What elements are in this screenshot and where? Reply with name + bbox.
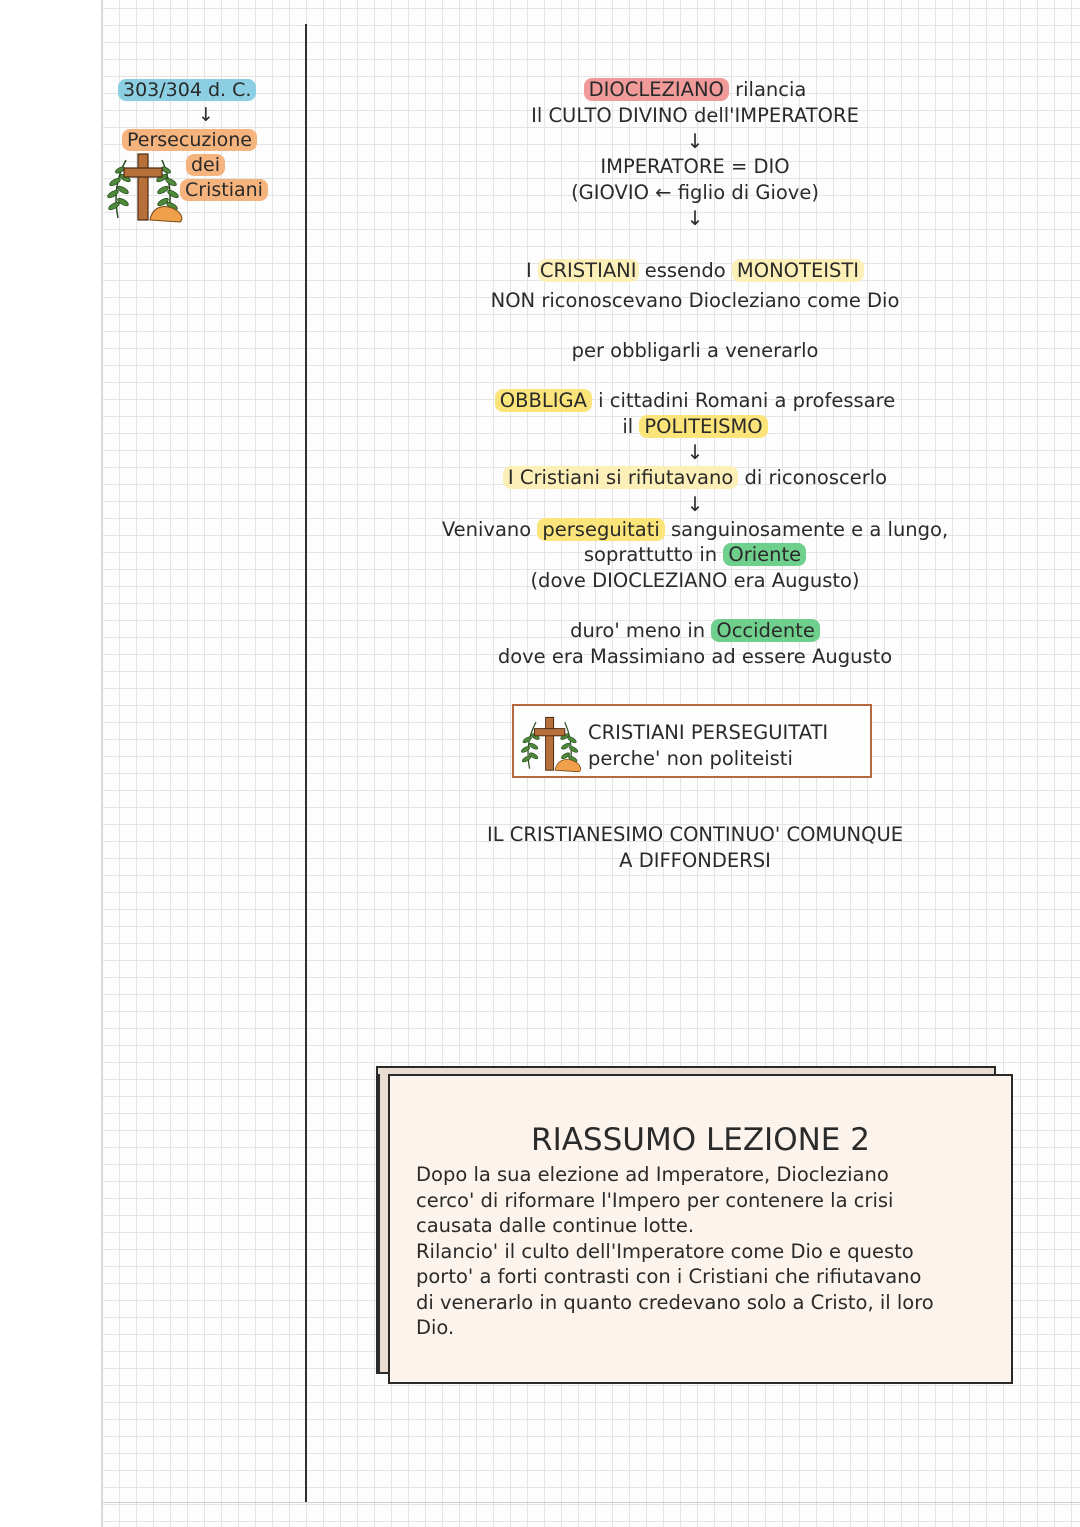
flow-line-massimiano: dove era Massimiano ad essere Augusto <box>497 644 893 668</box>
flow-line-perseguitati: Venivano perseguitati sanguinosamente e a lungo, <box>441 517 949 541</box>
side-line-3: Cristiani <box>180 178 268 202</box>
side-arrow: ↓ <box>198 104 214 126</box>
arrow-down: ↓ <box>686 129 704 153</box>
box-line-2: perche' non politeisti <box>588 747 793 770</box>
summary-line: causata dalle continue lotte. <box>416 1214 695 1237</box>
margin-line <box>305 24 307 1502</box>
box-line-1: CRISTIANI PERSEGUITATI <box>588 721 829 744</box>
summary-title: RIASSUMO LEZIONE 2 <box>531 1122 870 1158</box>
summary-body <box>416 1162 996 1341</box>
arrow-down: ↓ <box>686 440 704 464</box>
flow-block-2 <box>400 258 990 313</box>
summary-line: Rilancio' il culto dell'Imperatore come Dio e questo <box>416 1239 914 1263</box>
summary-line: di venerarlo in quanto credevano solo a Cristo, il loro <box>416 1290 934 1314</box>
arrow-down: ↓ <box>686 491 704 516</box>
flow-line-rifiutavano: I Cristiani si rifiutavano di riconoscerlo <box>400 465 990 491</box>
flow-line-non-riconoscevano: NON riconoscevano Diocleziano come Dio <box>490 288 900 312</box>
flow-line-obbligarli: per obbligarli a venerarlo <box>571 339 819 362</box>
summary-card-shadow <box>376 1074 380 1374</box>
flow-line-imperatore: IMPERATORE = DIO <box>600 155 790 178</box>
cross-palm-icon <box>106 148 186 224</box>
flow-line-obbliga: OBBLIGA i cittadini Romani a professare <box>400 388 990 414</box>
flow-line-occidente: duro' meno in Occidente <box>400 618 990 644</box>
conclusion-line-1: IL CRISTIANESIMO CONTINUO' COMUNQUE <box>486 823 904 846</box>
flow-line-politeismo: il POLITEISMO <box>400 414 990 440</box>
summary-line: Dio. <box>416 1316 455 1339</box>
flow-line-culto: Il CULTO DIVINO dell'IMPERATORE <box>531 103 859 127</box>
arrow-down: ↓ <box>686 206 704 230</box>
summary-card <box>388 1074 1013 1384</box>
flow-block-4 <box>400 618 990 669</box>
side-date: 303/304 d. C. <box>118 78 256 102</box>
side-line-2: dei <box>186 153 225 177</box>
conclusion-line-2: A DIFFONDERSI <box>619 849 771 872</box>
page-edge <box>101 0 103 1527</box>
box-text <box>588 720 828 772</box>
flow-line-giovio: (GIOVIO ← figlio di Giove) <box>571 180 819 204</box>
bottom-line <box>102 1502 1080 1503</box>
summary-line: Dopo la sua elezione ad Imperatore, Diocleziano <box>416 1163 889 1186</box>
conclusion <box>400 822 990 874</box>
cross-palm-icon <box>520 712 584 774</box>
side-title: Persecuzione <box>122 128 257 152</box>
flow-block-3 <box>400 388 990 593</box>
flow-line-cristiani: I CRISTIANI essendo MONOTEISTI <box>400 258 990 284</box>
flow-line-diocleziano: DIOCLEZIANO rilancia <box>400 77 990 103</box>
persecuted-box <box>512 704 872 778</box>
summary-line: porto' a forti contrasti con i Cristiani che rifiutavano <box>416 1265 922 1288</box>
flow-block-1 <box>400 77 990 231</box>
flow-line-augusto: (dove DIOCLEZIANO era Augusto) <box>530 568 860 592</box>
flow-line-oriente: soprattutto in Oriente <box>400 542 990 568</box>
summary-line: cerco' di riformare l'Impero per contenere la crisi <box>416 1188 894 1212</box>
